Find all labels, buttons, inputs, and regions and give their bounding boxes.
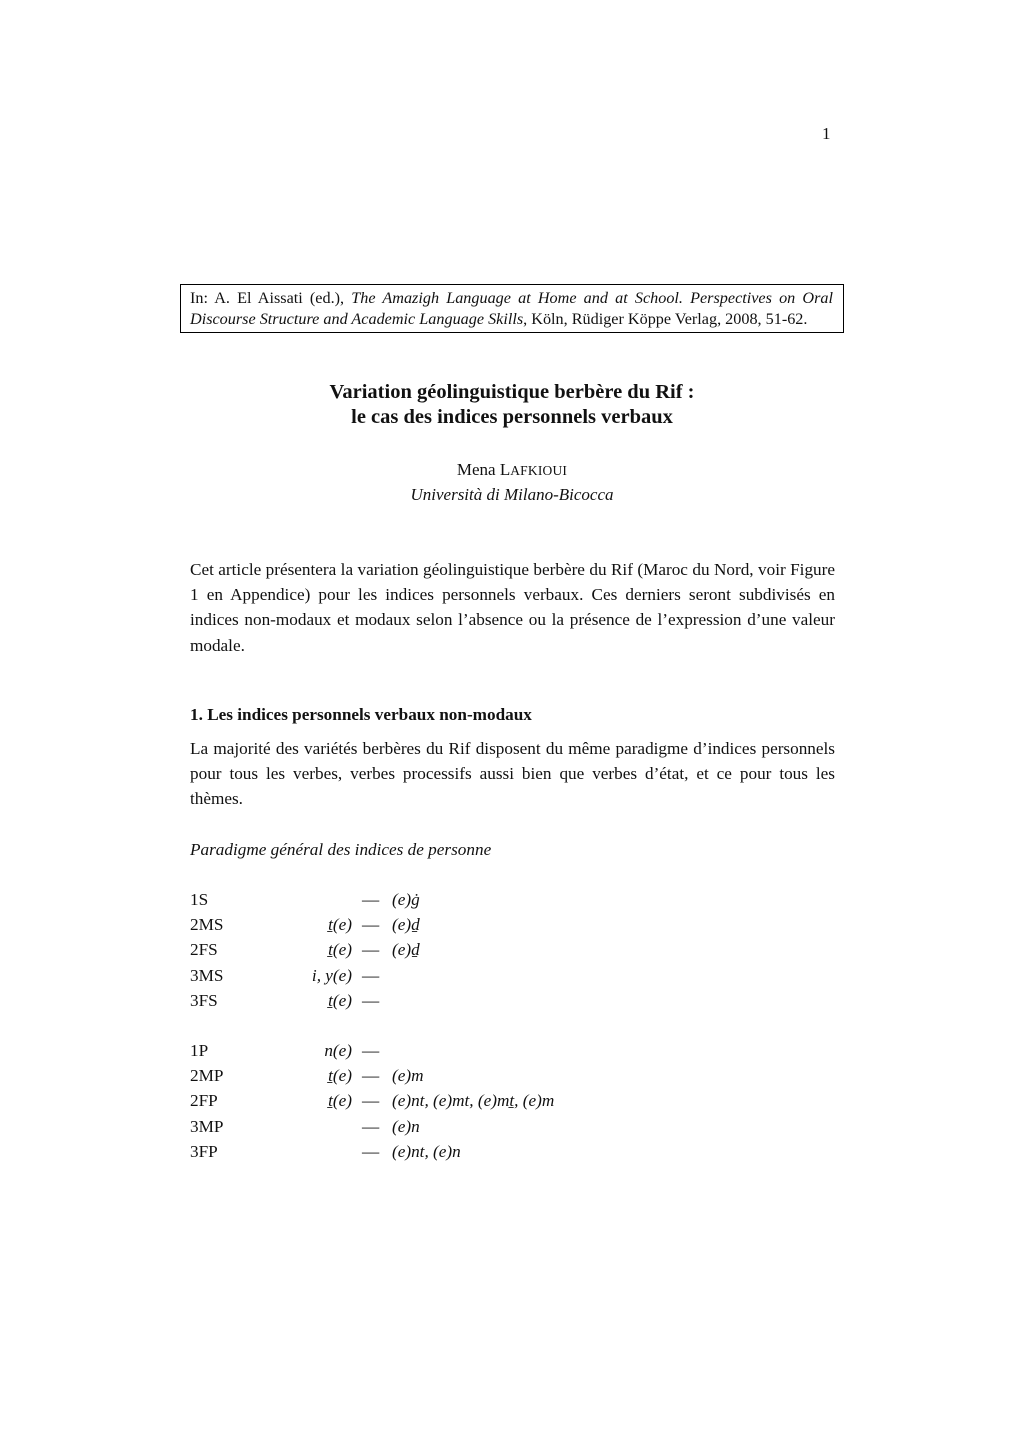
person-label: 3FP [190, 1141, 218, 1161]
person-suffix: (e)ḏ [392, 940, 420, 960]
paper-title [0, 380, 1024, 430]
person-label: 3FS [190, 990, 218, 1010]
person-label: 2MS [190, 915, 224, 935]
author-name [0, 457, 1024, 483]
person-prefix: i, y(e) [311, 965, 352, 985]
citation-box [180, 284, 844, 333]
dash-separator: — [362, 890, 380, 909]
abstract-paragraph: Cet article présentera la variation géolinguistique berbère du Rif (Maroc du Nord, voir Figure 1 en Appendice) pour les indices personnels verbaux. Ces derniers seront subdivisés en indices non-modaux et modaux selon l’absence ou la présence de l’expression d’une valeur modale. [190, 560, 835, 655]
person-suffix: (e)nt, (e)n [392, 1141, 461, 1161]
person-suffix: (e)nt, (e)mt, (e)mṯ, (e)m [392, 1091, 555, 1111]
person-suffix: (e)n [392, 1116, 420, 1136]
author-first-name: Mena [456, 460, 500, 479]
person-label: 3MS [190, 965, 224, 985]
dash-separator: — [362, 1066, 380, 1086]
paradigm-caption: Paradigme général des indices de personne [190, 840, 492, 859]
paper-title-line-2: le cas des indices personnels verbaux [351, 406, 673, 428]
person-label: 2MP [190, 1066, 224, 1086]
section-heading: 1. Les indices personnels verbaux non-modaux [190, 705, 532, 724]
dash-separator: — [362, 990, 380, 1010]
person-prefix: ṯ(e) [328, 915, 352, 935]
dash-separator: — [362, 1141, 380, 1161]
section-body-paragraph: La majorité des variétés berbères du Rif disposent du même paradigme d’indices personnels pour tous les verbes, verbes processifs aussi bien que verbes d’état, et ce pour tous les thèmes. [190, 739, 835, 809]
person-label: 2FS [190, 940, 218, 960]
person-prefix: n(e) [324, 1041, 352, 1060]
citation-suffix: , Köln, Rüdiger Köppe Verlag, 2008, 51-62. [523, 309, 808, 328]
person-suffix: (e)ġ [392, 890, 420, 909]
author-affiliation: Università di Milano-Bicocca [410, 485, 614, 504]
dash-separator: — [362, 1091, 380, 1111]
person-label: 1S [190, 890, 209, 909]
dash-separator: — [362, 940, 380, 960]
dash-separator: — [362, 1041, 380, 1060]
page-number: 1 [822, 124, 831, 143]
person-suffix: (e)ḏ [392, 915, 420, 935]
person-label: 1P [190, 1041, 209, 1060]
citation-prefix: In: A. El Aissati (ed.), [190, 289, 352, 307]
person-prefix: ṯ(e) [328, 940, 352, 960]
person-label: 3MP [190, 1116, 224, 1136]
dash-separator: — [362, 915, 380, 935]
person-suffix: (e)m [392, 1066, 424, 1086]
person-prefix: ṯ(e) [328, 990, 352, 1010]
person-prefix: ṯ(e) [328, 1091, 352, 1111]
person-label: 2FP [190, 1091, 218, 1111]
person-prefix: ṯ(e) [328, 1066, 352, 1086]
dash-separator: — [362, 1116, 380, 1136]
dash-separator: — [362, 965, 380, 985]
citation-book-title: The Amazigh Language at Home and at School. Perspectives on Oral Discourse Structure and Academic Language Skills [190, 289, 833, 328]
author-last-initial: L [499, 460, 511, 479]
paper-title-line-1: Variation géolinguistique berbère du Rif : [329, 381, 695, 403]
author-last-rest: AFKIOUI [510, 463, 568, 478]
